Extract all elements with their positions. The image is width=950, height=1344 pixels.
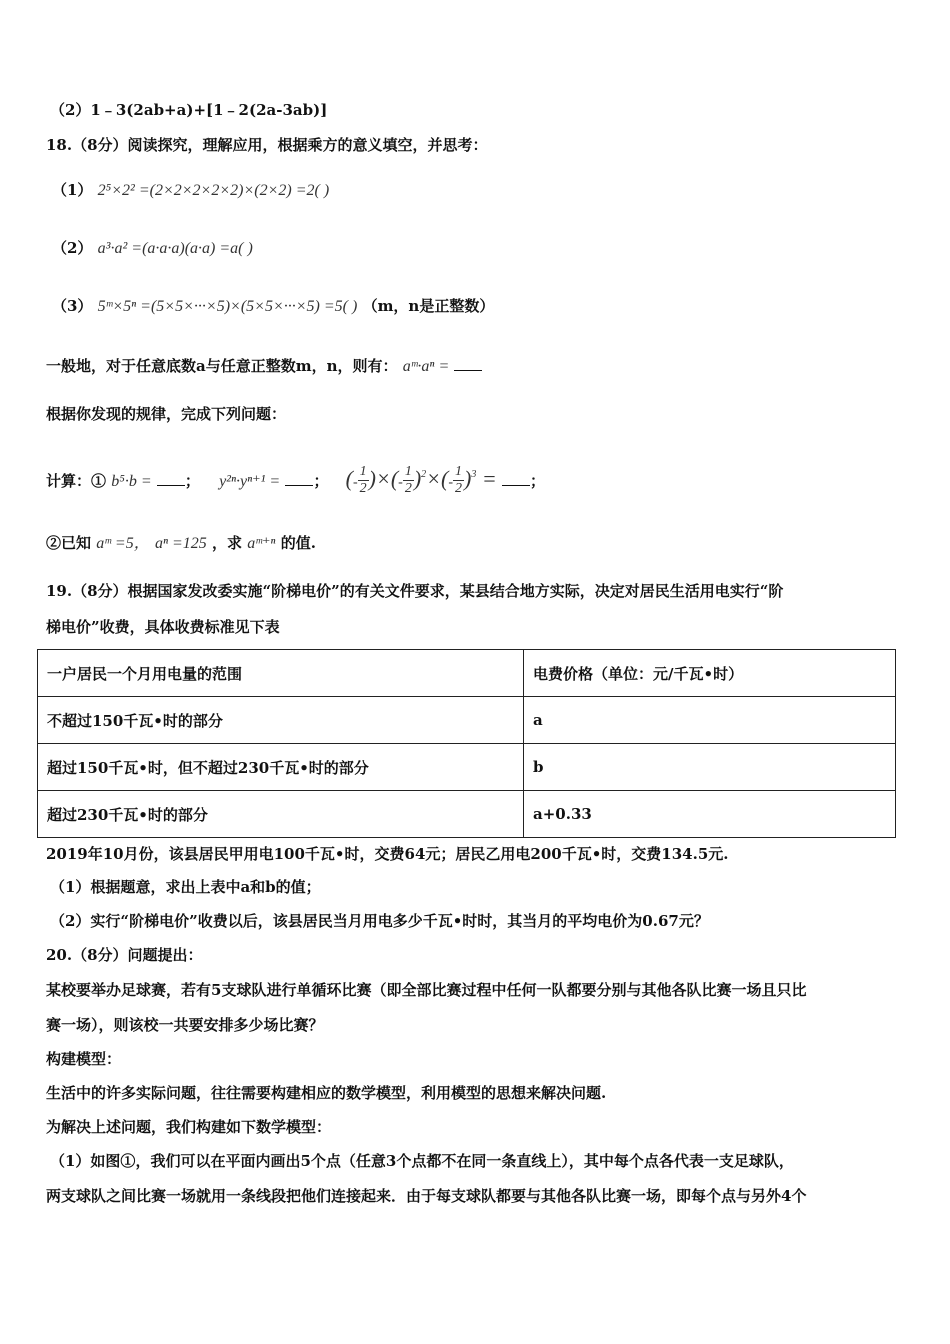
q19-statement: 2019年10月份，该县居民甲用电100千瓦•时，交费64元；居民乙用电200千瓦•时，交费134.5元.: [46, 845, 729, 863]
frac-sign: -: [398, 475, 403, 490]
q20-heading: 20.（8分）问题提出：: [46, 946, 203, 964]
general-text: 一般地，对于任意底数a与任意正整数m，n，则有：: [46, 357, 398, 375]
math-expression: 2⁵×2² =(2×2×2×2×2)×(2×2) =2( ): [97, 182, 330, 199]
table-row: [38, 744, 896, 791]
frac-den: 2: [455, 481, 463, 497]
q18-heading: 18.（8分）阅读探究，理解应用，根据乘方的意义填空，并思考：: [46, 136, 488, 154]
frac-sign: -: [448, 475, 454, 490]
table-row: [38, 791, 896, 838]
fraction: [358, 464, 369, 497]
answer-blank: [502, 471, 530, 486]
exponent: 2: [421, 469, 427, 480]
math-expression: aᵐ·aⁿ =: [402, 358, 450, 375]
part-label: （2）: [52, 239, 93, 257]
q19-part2: （2）实行“阶梯电价”收费以后，该县居民当月用电多少千瓦•时时，其当月的平均电价为0.67元？: [50, 912, 709, 930]
q20-para1-cont: 赛一场），则该校一共要安排多少场比赛？: [46, 1016, 324, 1034]
table-cell: 不超过150千瓦•时的部分: [38, 697, 524, 744]
q20-para1: 某校要举办足球赛，若有5支球队进行单循环比赛（即全部比赛过程中任何一队都要分别与其他各队比赛一场且只比: [46, 981, 807, 999]
q18-part1: [52, 180, 329, 201]
frac-den: 2: [404, 481, 412, 497]
q20-model-heading: 构建模型：: [46, 1050, 122, 1068]
table-header-cell: 电费价格（单位：元/千瓦•时）: [524, 650, 896, 697]
table-cell: 超过230千瓦•时的部分: [38, 791, 524, 838]
calc-label: 计算：①: [46, 472, 107, 490]
known-ask: ，求: [212, 534, 243, 552]
frac-sign: -: [353, 475, 358, 490]
semicolon: ；: [529, 472, 545, 490]
calc-line: 计算：① b⁵·b = ； y²ⁿ·yⁿ⁺¹ = ； (- $\frac{1}{2}$ )×(- $\frac{1}{2}$ )$^2$×(- $\frac{1}{2}$ )$^3$ = ；: [46, 464, 545, 497]
calc-expr-y: y²ⁿ·yⁿ⁺¹ =: [219, 473, 281, 490]
answer-blank: [285, 471, 313, 486]
known-tail: 的值.: [280, 534, 316, 552]
q20-para3: 为解决上述问题，我们构建如下数学模型：: [46, 1118, 332, 1136]
calc-fraction-expr: (- $\frac{1}{2}$ )×(- $\frac{1}{2}$ )$^2$×(- $\frac{1}{2}$ )$^3$ =: [345, 464, 497, 497]
math-expression: aᵐ =5，: [96, 535, 150, 552]
q20-para2: 生活中的许多实际问题，往往需要构建相应的数学模型，利用模型的思想来解决问题.: [46, 1084, 607, 1102]
q18-part3: [52, 296, 494, 317]
math-expression: aᵐ⁺ⁿ: [247, 535, 276, 552]
general-rule-line: [46, 356, 482, 377]
table-header-cell: 一户居民一个月用电量的范围: [38, 650, 524, 697]
math-expression: 5ᵐ×5ⁿ =(5×5×···×5)×(5×5×···×5) =5( ): [97, 298, 358, 315]
table-cell: a+0.33: [524, 791, 896, 838]
table-cell: 超过150千瓦•时，但不超过230千瓦•时的部分: [38, 744, 524, 791]
math-expression: a³·a² =(a·a·a)(a·a) =a( ): [97, 240, 253, 257]
q20-part1: （1）如图①，我们可以在平面内画出5个点（任意3个点都不在同一条直线上），其中每个点各代表一支足球队，: [50, 1152, 794, 1170]
q19-heading: 19.（8分）根据国家发改委实施“阶梯电价”的有关文件要求，某县结合地方实际，决定对居民生活用电实行“阶: [46, 582, 784, 600]
exponent: 3: [471, 469, 477, 480]
part-label: （1）: [52, 181, 93, 199]
q18-part2: [52, 238, 253, 259]
q19-part1: （1）根据题意，求出上表中a和b的值；: [50, 878, 321, 896]
problem-17-part-2: （2）1﹣3(2ab+a)+[1﹣2(2a-3ab)]: [50, 101, 328, 119]
answer-blank: [454, 356, 482, 371]
table-header-row: [38, 650, 896, 697]
table-cell: b: [524, 744, 896, 791]
frac-num: 1: [404, 464, 412, 480]
known-line: [46, 533, 316, 554]
part-label: （3）: [52, 297, 93, 315]
rule-instruction: 根据你发现的规律，完成下列问题：: [46, 405, 287, 423]
fraction: [453, 464, 464, 497]
q20-part1-cont: 两支球队之间比赛一场就用一条线段把他们连接起来．由于每支球队都要与其他各队比赛一场，即每个点与另外4个: [46, 1187, 807, 1205]
frac-num: 1: [455, 464, 463, 480]
fraction: [403, 464, 414, 497]
answer-blank: [157, 471, 185, 486]
part-note: （m，n是正整数）: [362, 297, 495, 315]
frac-num: 1: [359, 464, 367, 480]
q19-heading-cont: 梯电价”收费，具体收费标准见下表: [46, 618, 280, 636]
math-expression: aⁿ =125: [154, 535, 207, 552]
frac-den: 2: [359, 481, 367, 497]
table-cell: a: [524, 697, 896, 744]
table-row: [38, 697, 896, 744]
known-label: ②已知: [46, 534, 92, 552]
calc-expr-b: b⁵·b =: [111, 473, 152, 490]
fee-table: [37, 649, 896, 838]
